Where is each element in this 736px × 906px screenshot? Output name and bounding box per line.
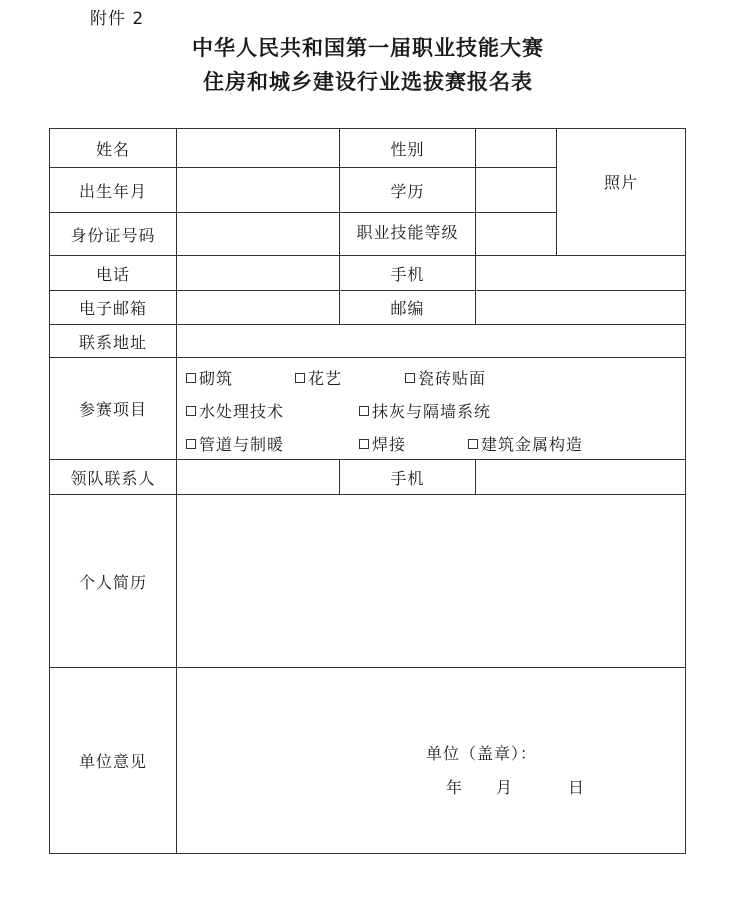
events-label: 参赛项目: [78, 400, 147, 419]
checkbox-square-icon: [405, 373, 415, 383]
event-checkbox[interactable]: [186, 366, 233, 388]
event-checkbox[interactable]: [186, 432, 284, 454]
event-label: 瓷砖贴面: [418, 368, 487, 388]
day-label: 日: [568, 778, 586, 797]
resume-label: 个人简历: [78, 572, 147, 592]
checkbox-square-icon: [359, 439, 369, 449]
id-number-label: 身份证号码: [70, 225, 156, 245]
unit-opinion-label: 单位意见: [78, 752, 147, 771]
postcode-label: 邮编: [390, 299, 425, 318]
team-contact-label: 领队联系人: [70, 468, 156, 488]
education-label: 学历: [390, 181, 425, 201]
skill-level-label: 职业技能等级: [356, 222, 459, 242]
event-checkbox[interactable]: [359, 432, 406, 454]
checkbox-square-icon: [295, 373, 305, 383]
phone-label: 电话: [95, 264, 130, 284]
event-label: 管道与制暖: [199, 434, 285, 454]
checkbox-square-icon: [359, 406, 369, 416]
table-border-bottom: [49, 853, 686, 854]
event-checkbox[interactable]: [186, 399, 284, 421]
team-mobile-label: 手机: [390, 468, 425, 488]
name-label: 姓名: [95, 139, 130, 159]
checkbox-square-icon: [186, 406, 196, 416]
event-label: 抹灰与隔墙系统: [372, 401, 492, 421]
event-label: 焊接: [372, 434, 407, 454]
event-checkbox[interactable]: [468, 432, 583, 454]
form-title-line-1: 中华人民共和国第一届职业技能大赛: [192, 36, 544, 60]
email-label: 电子邮箱: [78, 299, 147, 318]
mobile-label: 手机: [390, 264, 425, 284]
checkbox-square-icon: [186, 439, 196, 449]
event-label: 花艺: [308, 368, 343, 388]
col-line: [475, 128, 476, 324]
event-checkbox[interactable]: [359, 399, 491, 421]
event-label: 砌筑: [199, 368, 234, 388]
attachment-label: 附件 2: [90, 9, 145, 29]
event-checkbox[interactable]: [295, 366, 342, 388]
birth-date-label: 出生年月: [78, 181, 147, 201]
form-title-line-2: 住房和城乡建设行业选拔赛报名表: [203, 70, 533, 94]
checkbox-square-icon: [468, 439, 478, 449]
gender-label: 性别: [390, 139, 425, 159]
event-label: 建筑金属构造: [481, 434, 584, 454]
event-checkbox[interactable]: [405, 366, 486, 388]
photo-label: 照片: [603, 172, 638, 192]
col-line: [475, 459, 476, 494]
month-label: 月: [496, 778, 514, 797]
unit-seal-label: 单位（盖章）：: [426, 744, 538, 763]
table-border-right: [685, 128, 686, 854]
year-label: 年: [446, 778, 464, 797]
address-label: 联系地址: [78, 332, 147, 352]
col-line: [176, 128, 177, 854]
event-label: 水处理技术: [199, 401, 285, 421]
checkbox-square-icon: [186, 373, 196, 383]
